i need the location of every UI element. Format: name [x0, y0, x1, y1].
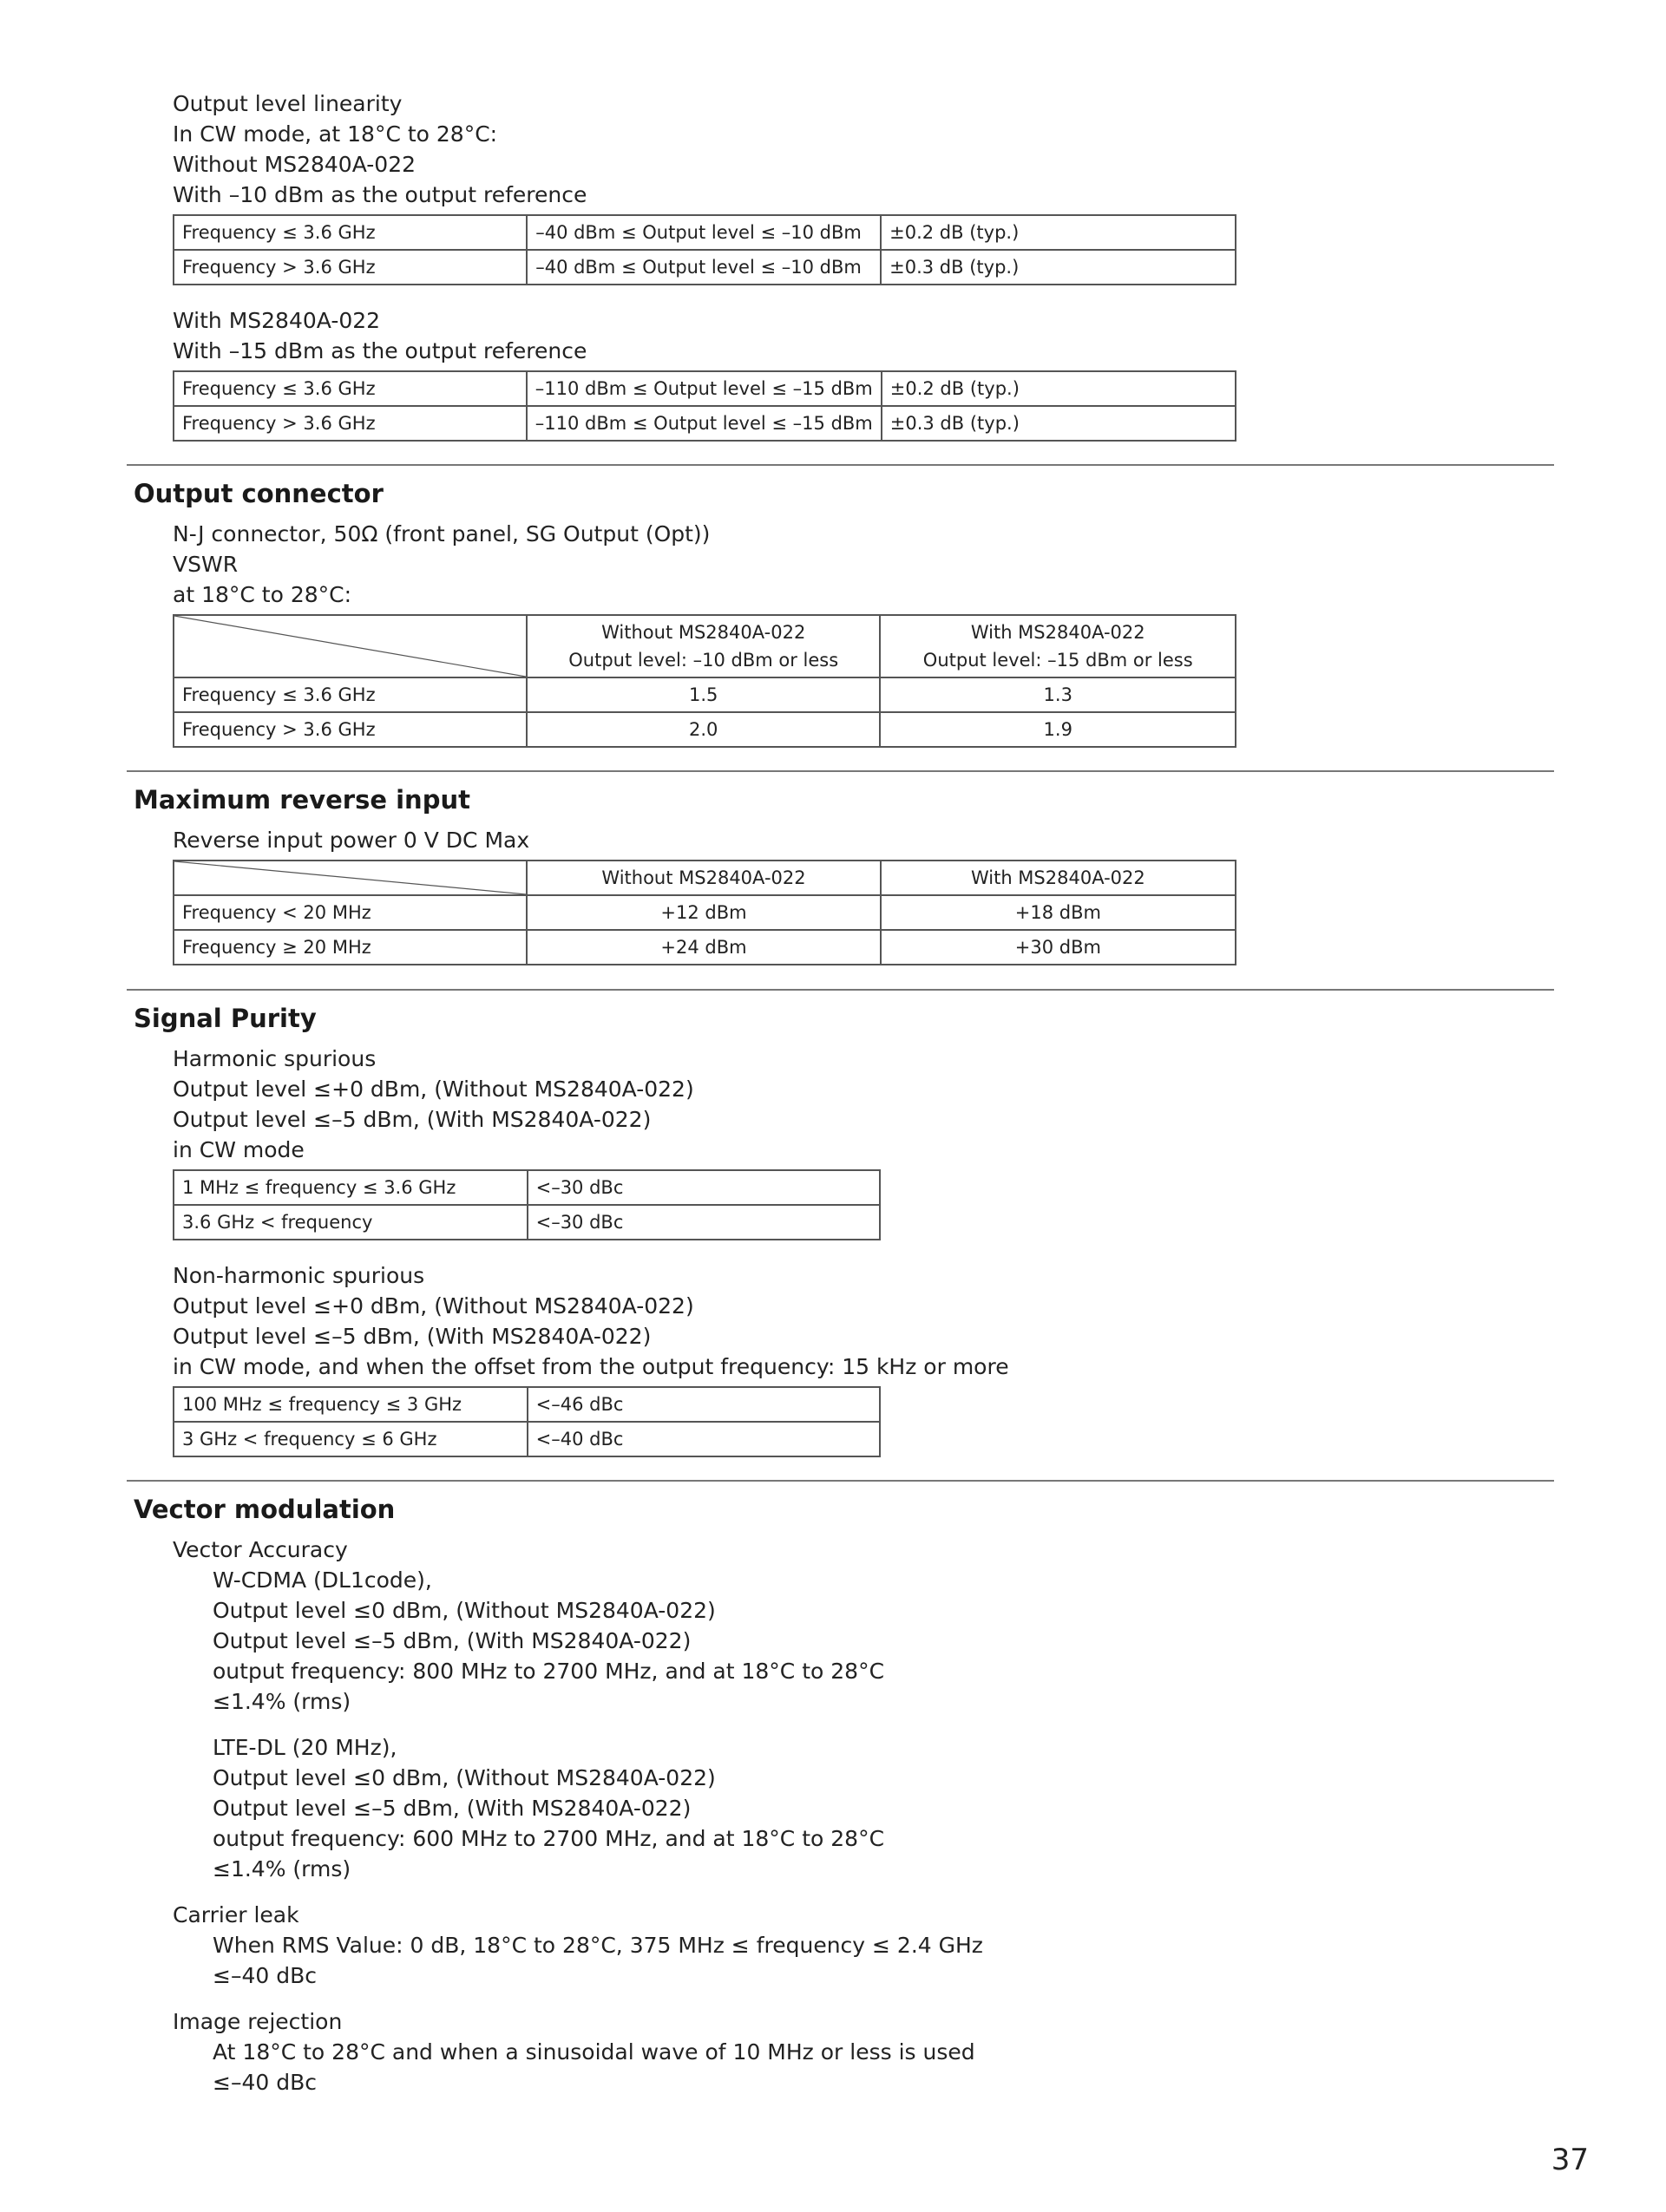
table-cell: Frequency > 3.6 GHz — [174, 406, 527, 441]
column-header-line: Output level: –10 dBm or less — [568, 650, 839, 671]
table-cell: 1.9 — [880, 712, 1236, 747]
table-cell: 1.5 — [527, 677, 881, 712]
section-divider — [127, 464, 1554, 466]
table-row — [174, 215, 1236, 250]
table-cell: 3 GHz < frequency ≤ 6 GHz — [174, 1422, 528, 1456]
nonharmonic-condition: Output level ≤–5 dBm, (With MS2840A-022) — [173, 1324, 652, 1349]
carrier-leak-condition: When RMS Value: 0 dB, 18°C to 28°C, 375 MHz ≤ frequency ≤ 2.4 GHz — [213, 1933, 983, 1958]
linearity-option: Without MS2840A-022 — [173, 152, 416, 177]
column-header — [880, 615, 1236, 677]
table-cell: +24 dBm — [527, 930, 880, 965]
table-cell: ±0.2 dB (typ.) — [882, 371, 1236, 406]
table-cell: Frequency > 3.6 GHz — [174, 250, 527, 285]
harmonic-condition: Output level ≤–5 dBm, (With MS2840A-022) — [173, 1107, 652, 1132]
table-cell: Frequency ≤ 3.6 GHz — [174, 371, 527, 406]
section-heading-signal-purity: Signal Purity — [134, 1004, 317, 1033]
table-cell: ±0.3 dB (typ.) — [881, 250, 1236, 285]
nonharmonic-condition: Output level ≤+0 dBm, (Without MS2840A-022) — [173, 1293, 694, 1319]
harmonic-condition: Output level ≤+0 dBm, (Without MS2840A-022) — [173, 1077, 694, 1102]
image-rejection-condition: At 18°C to 28°C and when a sinusoidal wave of 10 MHz or less is used — [213, 2039, 975, 2065]
table-cell: +12 dBm — [527, 895, 880, 930]
linearity-reference: With –10 dBm as the output reference — [173, 182, 587, 207]
table-cell: Frequency ≤ 3.6 GHz — [174, 677, 527, 712]
lte-line: Output level ≤–5 dBm, (With MS2840A-022) — [213, 1796, 692, 1821]
table-cell: <–46 dBc — [528, 1387, 880, 1422]
table-cell: 1 MHz ≤ frequency ≤ 3.6 GHz — [174, 1170, 528, 1205]
table-cell: –40 dBm ≤ Output level ≤ –10 dBm — [527, 250, 881, 285]
table-row — [174, 1387, 880, 1422]
wcdma-line: output frequency: 800 MHz to 2700 MHz, and at 18°C to 28°C — [213, 1659, 885, 1684]
vswr-label: VSWR — [173, 552, 239, 577]
lte-value: ≤1.4% (rms) — [213, 1856, 351, 1882]
column-header: With MS2840A-022 — [881, 861, 1236, 895]
lte-line: Output level ≤0 dBm, (Without MS2840A-022) — [213, 1765, 716, 1790]
wcdma-line: Output level ≤0 dBm, (Without MS2840A-022) — [213, 1598, 716, 1623]
table-row — [174, 1422, 880, 1456]
table-cell: –40 dBm ≤ Output level ≤ –10 dBm — [527, 215, 881, 250]
reverse-input-power: Reverse input power 0 V DC Max — [173, 828, 530, 853]
nonharmonic-condition: in CW mode, and when the offset from the output frequency: 15 kHz or more — [173, 1354, 1009, 1379]
table-header-row — [174, 615, 1236, 677]
table-cell: +18 dBm — [881, 895, 1236, 930]
table-row — [174, 712, 1236, 747]
table-cell: 1.3 — [880, 677, 1236, 712]
section-heading-vector-modulation: Vector modulation — [134, 1495, 396, 1524]
table-row — [174, 895, 1236, 930]
linearity-option-022: With MS2840A-022 — [173, 308, 381, 333]
table-cell: ±0.2 dB (typ.) — [881, 215, 1236, 250]
column-header-line: With MS2840A-022 — [970, 622, 1145, 643]
table-cell: <–40 dBc — [528, 1422, 880, 1456]
vector-accuracy-title: Vector Accuracy — [173, 1537, 348, 1562]
diagonal-header-cell — [174, 615, 527, 677]
carrier-leak-title: Carrier leak — [173, 1902, 299, 1927]
table-row — [174, 250, 1236, 285]
linearity-table-without-022 — [173, 214, 1236, 285]
linearity-table-with-022 — [173, 370, 1236, 442]
column-header: Without MS2840A-022 — [527, 861, 880, 895]
linearity-title: Output level linearity — [173, 91, 403, 116]
table-cell: –110 dBm ≤ Output level ≤ –15 dBm — [527, 371, 882, 406]
table-cell: ±0.3 dB (typ.) — [882, 406, 1236, 441]
harmonic-condition: in CW mode — [173, 1137, 305, 1162]
section-divider — [127, 1480, 1554, 1482]
harmonic-table — [173, 1169, 881, 1240]
reverse-input-table — [173, 860, 1236, 965]
table-row — [174, 1205, 880, 1240]
table-cell: 3.6 GHz < frequency — [174, 1205, 528, 1240]
table-cell: Frequency < 20 MHz — [174, 895, 527, 930]
nonharmonic-title: Non-harmonic spurious — [173, 1263, 425, 1288]
table-cell: 2.0 — [527, 712, 881, 747]
table-row — [174, 1170, 880, 1205]
table-cell: Frequency ≥ 20 MHz — [174, 930, 527, 965]
table-cell: –110 dBm ≤ Output level ≤ –15 dBm — [527, 406, 882, 441]
carrier-leak-value: ≤–40 dBc — [213, 1963, 317, 1988]
table-cell: +30 dBm — [881, 930, 1236, 965]
table-row — [174, 930, 1236, 965]
page-number: 37 — [1551, 2143, 1589, 2177]
section-heading-output-connector: Output connector — [134, 479, 384, 508]
linearity-condition: In CW mode, at 18°C to 28°C: — [173, 121, 498, 147]
wcdma-value: ≤1.4% (rms) — [213, 1689, 351, 1714]
table-cell: <–30 dBc — [528, 1205, 880, 1240]
section-heading-reverse-input: Maximum reverse input — [134, 785, 470, 815]
vswr-table — [173, 614, 1236, 748]
table-cell: 100 MHz ≤ frequency ≤ 3 GHz — [174, 1387, 528, 1422]
table-row — [174, 371, 1236, 406]
section-divider — [127, 770, 1554, 772]
table-header-row — [174, 861, 1236, 895]
image-rejection-title: Image rejection — [173, 2009, 343, 2034]
table-row — [174, 677, 1236, 712]
wcdma-line: Output level ≤–5 dBm, (With MS2840A-022) — [213, 1628, 692, 1653]
image-rejection-value: ≤–40 dBc — [213, 2070, 317, 2095]
harmonic-title: Harmonic spurious — [173, 1046, 377, 1071]
table-cell: <–30 dBc — [528, 1170, 880, 1205]
nonharmonic-table — [173, 1386, 881, 1457]
table-cell: Frequency ≤ 3.6 GHz — [174, 215, 527, 250]
table-row — [174, 406, 1236, 441]
column-header-line: Output level: –15 dBm or less — [922, 650, 1193, 671]
lte-line: LTE-DL (20 MHz), — [213, 1735, 397, 1760]
lte-line: output frequency: 600 MHz to 2700 MHz, and at 18°C to 28°C — [213, 1826, 885, 1851]
table-cell: Frequency > 3.6 GHz — [174, 712, 527, 747]
connector-type: N-J connector, 50Ω (front panel, SG Output (Opt)) — [173, 521, 711, 546]
column-header — [527, 615, 881, 677]
diagonal-header-cell — [174, 861, 527, 895]
section-divider — [127, 989, 1554, 991]
wcdma-line: W-CDMA (DL1code), — [213, 1567, 432, 1593]
column-header-line: Without MS2840A-022 — [601, 622, 806, 643]
vswr-condition: at 18°C to 28°C: — [173, 582, 352, 607]
linearity-reference-022: With –15 dBm as the output reference — [173, 338, 587, 363]
